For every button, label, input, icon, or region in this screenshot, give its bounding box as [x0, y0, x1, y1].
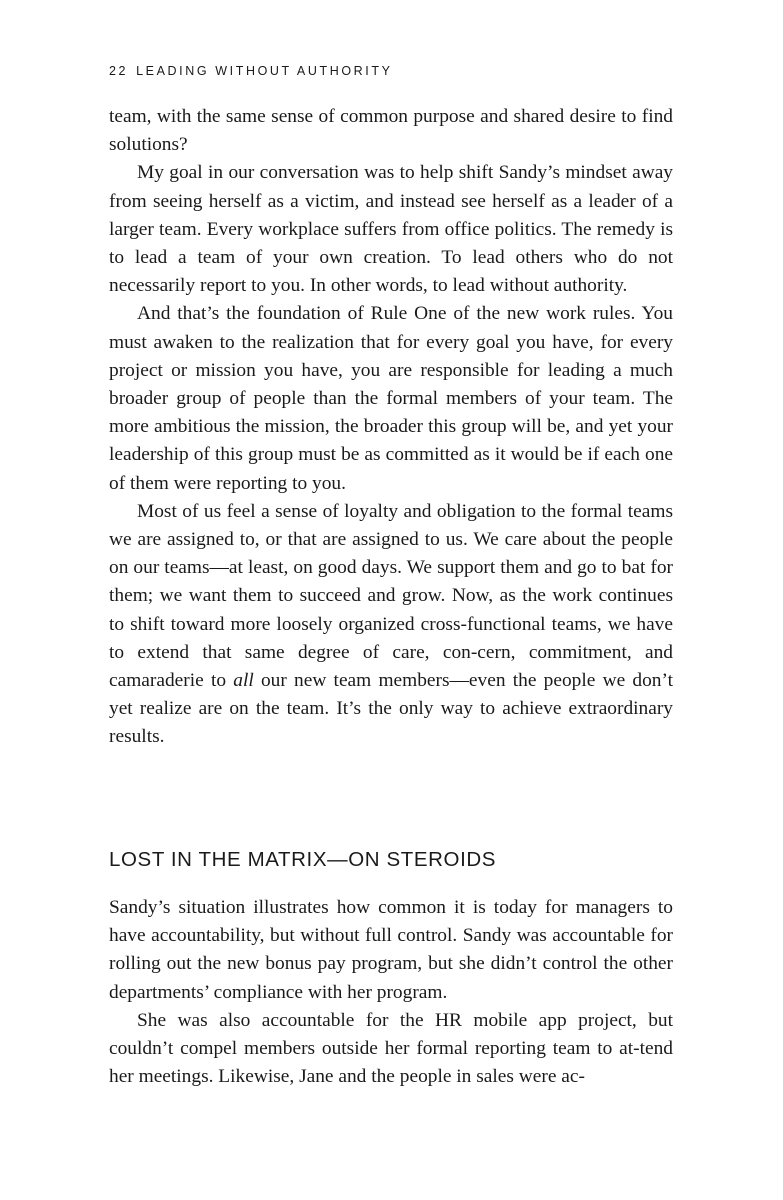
section-text — [109, 894, 673, 1091]
paragraph-continuation: team, with the same sense of common purpose and shared desire to find solutions? — [109, 106, 673, 156]
running-title: LEADING WITHOUT AUTHORITY — [136, 64, 393, 78]
paragraph-text: our new team members—even the people we don’t yet realize are on the team. It’s the only way to achieve extraordinary results. — [109, 670, 673, 748]
paragraph: My goal in our conversation was to help shift Sandy’s mindset away from seeing herself as a victim, and instead see herself as a leader of a larger team. Every workplace suffers from office politics. The remedy is to lead a team of your own creation. To lead others who do not necessarily report to you. In other words, to lead without authority. — [109, 162, 673, 297]
paragraph: She was also accountable for the HR mobile app project, but couldn’t compel members outside her formal reporting team to at-tend her meetings. Likewise, Jane and the people in sales were ac- — [109, 1009, 673, 1088]
paragraph-text: Most of us feel a sense of loyalty and obligation to the formal teams we are assigned to, or that are assigned to us. We care about the people on our teams—at least, on good days. We support them and go to bat for them; we want them to succeed and grow. Now, as the work continues to shift toward more loosely organized cross-functional teams, we have to extend that same degree of care, con-cern, commitment, and camaraderie to — [109, 500, 673, 692]
emphasized-word: all — [233, 670, 254, 692]
paragraph: And that’s the foundation of Rule One of the new work rules. You must awaken to the realization that for every goal you have, for every project or mission you have, you are responsible for leading a much broader group of people than the formal members of your team. The more ambitious the mission, the broader this group will be, and yet your leadership of this group must be as committed as it would be if each one of them were reporting to you. — [109, 303, 673, 494]
body-text — [109, 103, 673, 752]
page-number: 22 — [109, 64, 129, 78]
paragraph: Sandy’s situation illustrates how common it is today for managers to have accountability, but without full control. Sandy was accountable for rolling out the new bonus pay program, but she didn’t control the other departments’ compliance with her program. — [109, 897, 673, 1003]
paragraph — [109, 498, 673, 752]
running-header — [109, 64, 393, 78]
section-heading: LOST IN THE MATRIX—ON STEROIDS — [109, 848, 497, 871]
